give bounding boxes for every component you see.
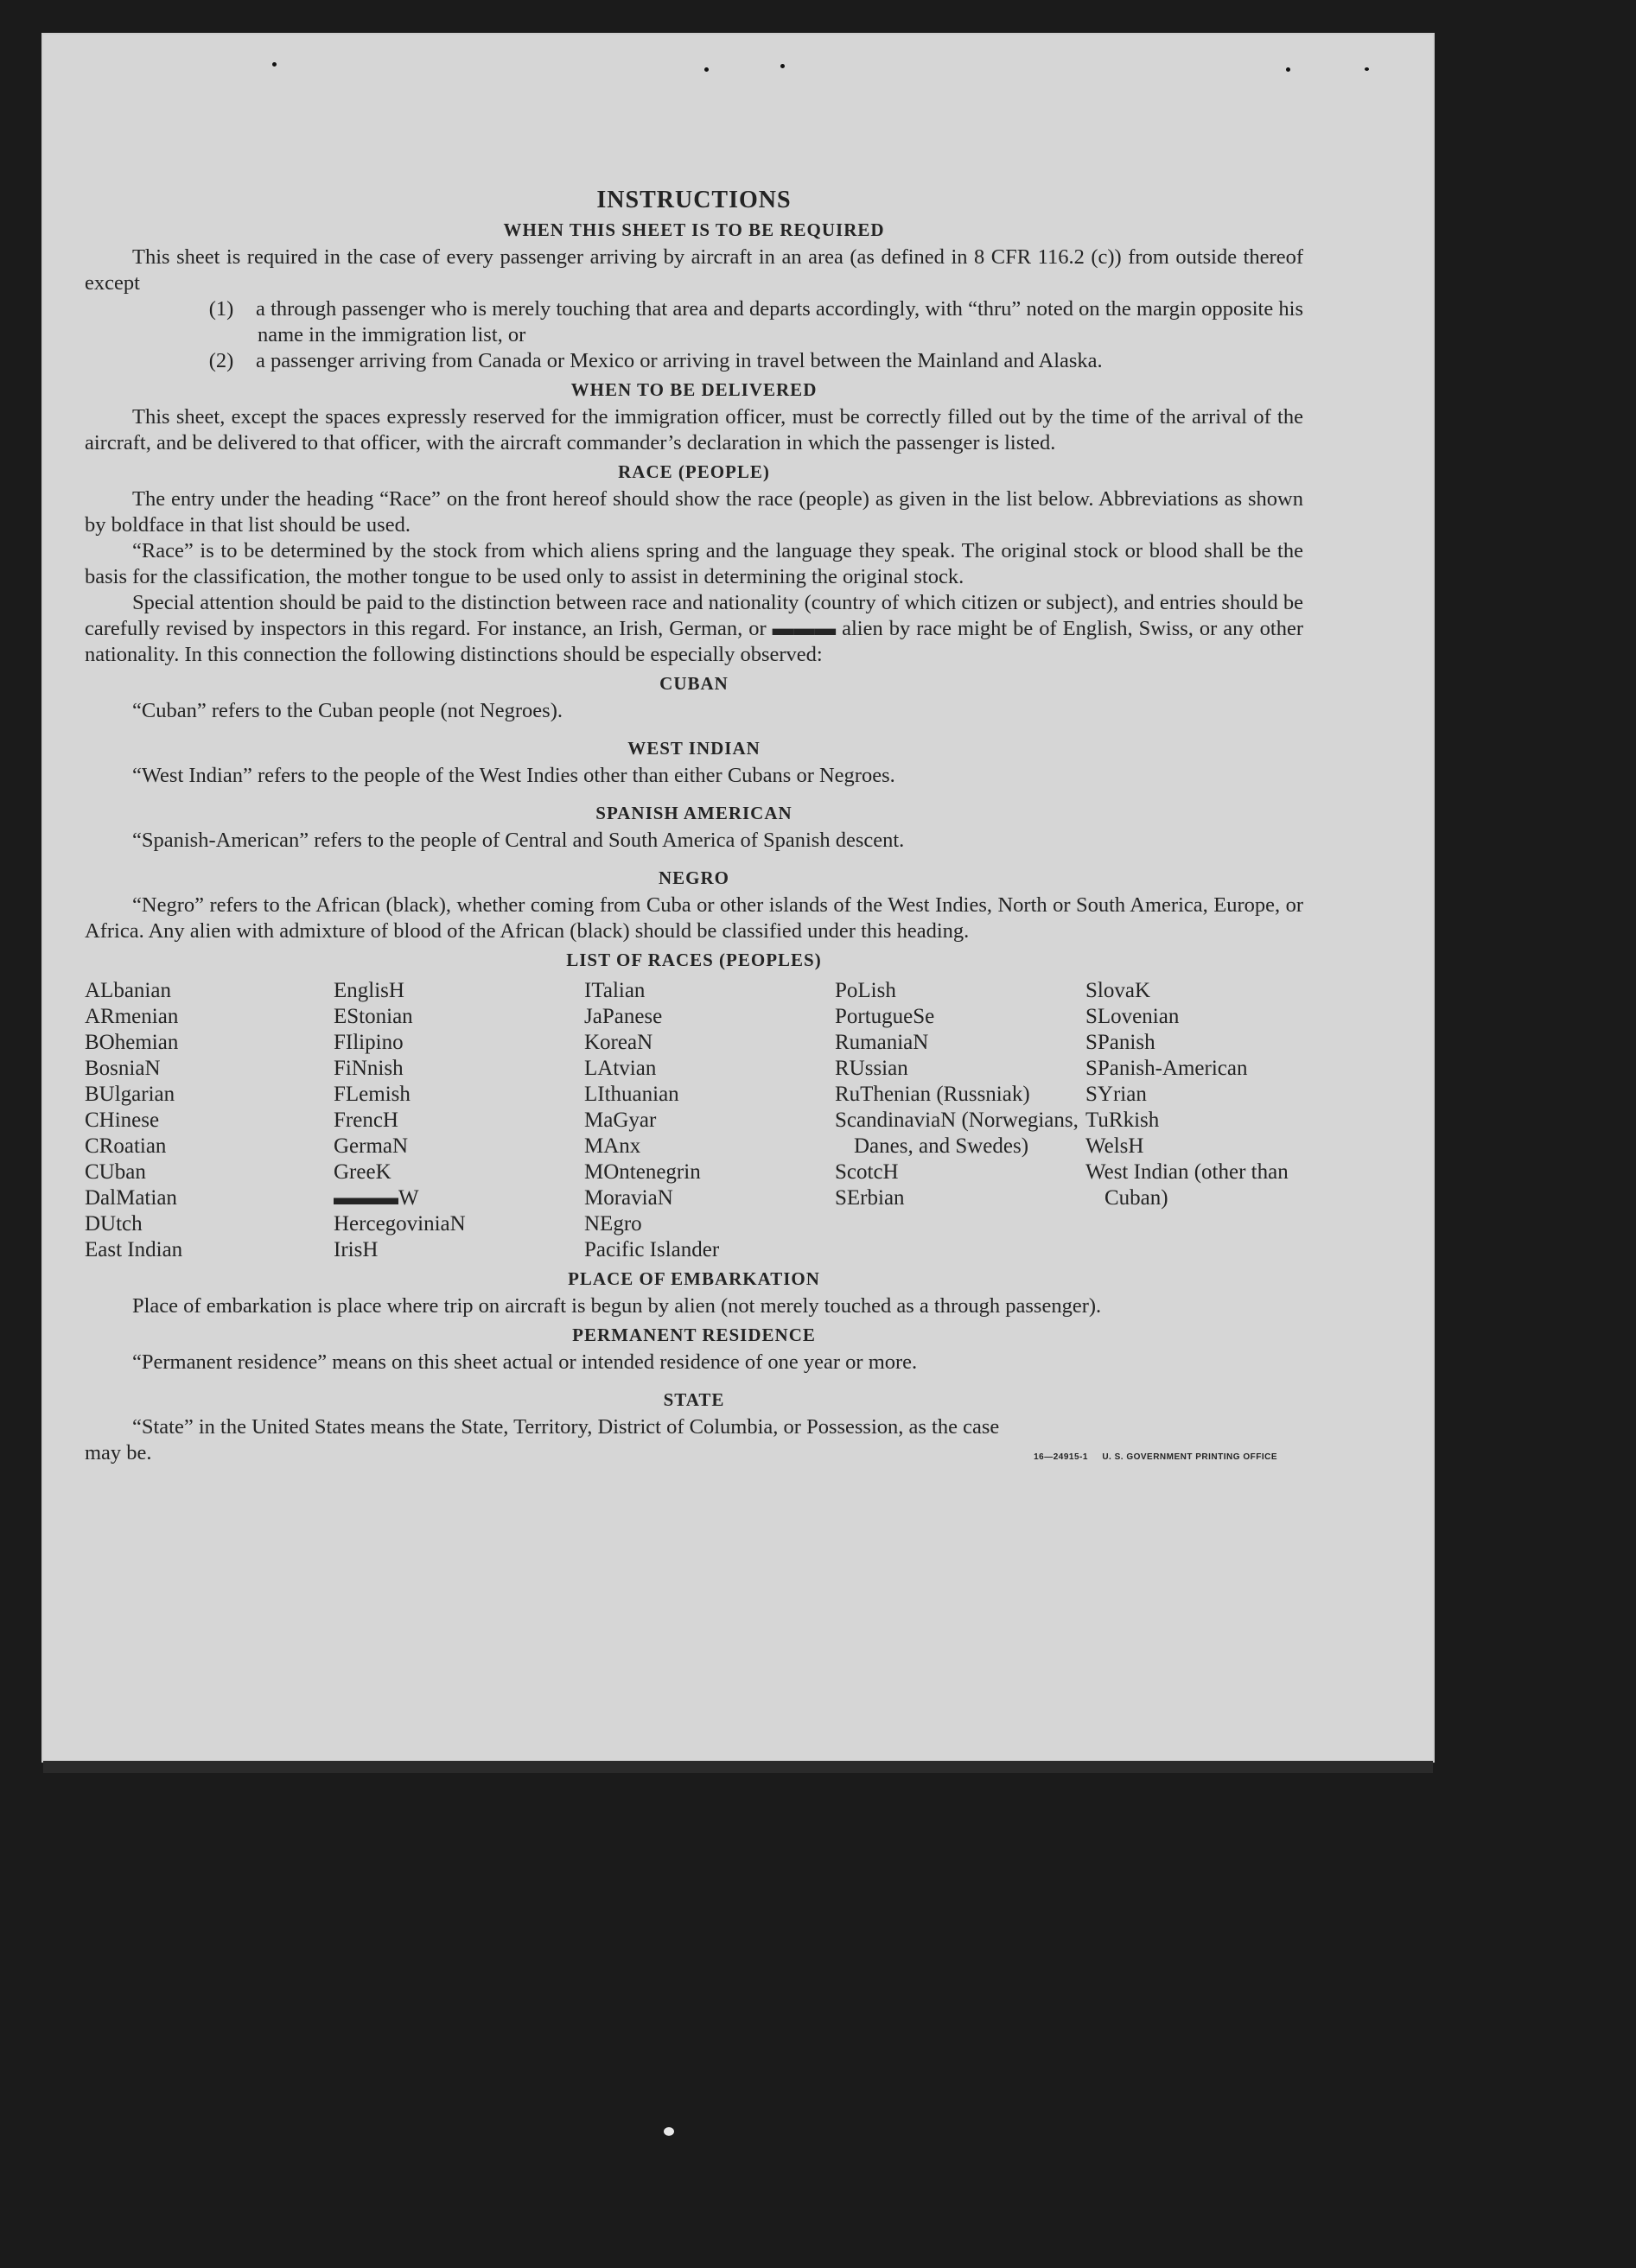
race-entry: RumaniaN [835,1031,929,1054]
race-entry: ScandinaviaN (Norwegians, Danes, and Swedes) [835,1109,1079,1158]
race-entry: MAnx [584,1134,641,1158]
required-item-1 [187,296,1303,348]
heading-spanish-american: SPANISH AMERICAN [595,803,793,823]
race-entry: FLemish [334,1083,411,1106]
race-entry: MaGyar [584,1109,657,1132]
race-entry: East Indian [85,1238,183,1261]
spanish-american-text: “Spanish-American” refers to the people of Central and South America of Spanish descent. [132,829,905,852]
item-number: (2) [208,349,234,372]
race-entry: ScotcH [835,1160,899,1184]
race-entry: Pacific Islander [584,1238,720,1261]
race-entry: SPanish [1085,1031,1155,1054]
race-entry: BUlgarian [85,1083,175,1106]
races-list [85,978,1303,1263]
required-item-2 [187,348,1303,374]
race-entry: SlovaK [1085,979,1150,1002]
race-entry: DUtch [85,1212,143,1236]
dust-speck [1365,67,1369,71]
race-entry: MoraviaN [584,1186,673,1210]
race-entry: HercegoviniaN [334,1212,466,1236]
heading-negro: NEGRO [658,867,729,888]
west-indian-text: “West Indian” refers to the people of the West Indies other than either Cubans or Negroes. [132,764,895,787]
dust-speck [780,64,785,68]
heading-race: RACE (PEOPLE) [618,461,770,482]
race-entry: CHinese [85,1109,160,1132]
race-entry: ALbanian [85,979,171,1002]
race-entry: RUssian [835,1057,908,1080]
race-entry: RuThenian (Russniak) [835,1083,1030,1106]
state-text-line-1: “State” in the United States means the State, Territory, District of Columbia, or Possession, as the case [132,1415,1000,1439]
race-paragraph-1: The entry under the heading “Race” on the front hereof should show the race (people) as given in the list below. Abbreviations as shown by boldface in that list should be used. [85,487,1303,537]
race-entry: WelsH [1085,1134,1144,1158]
negro-text: “Negro” refers to the African (black), whether coming from Cuba or other islands of the West Indies, North or South America, Europe, or Africa. Any alien with admixture of blood of the African (black) should be classified under this heading. [85,893,1303,943]
page-shadow [43,1761,1433,1773]
cuban-text: “Cuban” refers to the Cuban people (not Negroes). [132,699,563,722]
item-number: (1) [208,297,234,321]
heading-required: WHEN THIS SHEET IS TO BE REQUIRED [503,219,885,240]
dust-speck [1286,67,1290,72]
race-entry: ARmenian [85,1005,179,1028]
embarkation-text: Place of embarkation is place where trip on aircraft is begun by alien (not merely touched as a through passenger). [132,1294,1102,1318]
item-text: a through passenger who is merely touching that area and departs accordingly, with “thru” noted on the margin opposite his name in the immigration list, or [256,297,1303,346]
races-column-5 [1085,978,1345,1263]
races-column-4 [835,978,1085,1263]
document-title: INSTRUCTIONS [596,187,792,213]
form-number: 16—24915-1 [1034,1452,1088,1462]
race-entry: SErbian [835,1186,905,1210]
item-text: a passenger arriving from Canada or Mexico or arriving in travel between the Mainland and Alaska. [256,349,1103,372]
heading-delivered: WHEN TO BE DELIVERED [570,379,818,400]
race-entry: CUban [85,1160,146,1184]
heading-state: STATE [663,1389,725,1410]
race-entry: LIthuanian [584,1083,679,1106]
race-paragraph-3: Special attention should be paid to the distinction between race and nationality (country of which citizen or subject), and entries should be carefully revised by inspectors in this regard. For instance, an Irish, German, or ▬▬▬ alien by race might be of English, Swiss, or any other nationality. In this connection the following distinctions should be especially observed: [85,591,1303,666]
race-entry: FrencH [334,1109,398,1132]
race-entry: SYrian [1085,1083,1147,1106]
race-entry: GermaN [334,1134,409,1158]
race-entry: TuRkish [1085,1109,1160,1132]
race-entry: EnglisH [334,979,404,1002]
heading-west-indian: WEST INDIAN [627,738,761,759]
race-entry: FIlipino [334,1031,404,1054]
heading-embarkation: PLACE OF EMBARKATION [568,1268,820,1289]
race-entry: IrisH [334,1238,379,1261]
race-entry: CRoatian [85,1134,167,1158]
race-entry: KoreaN [584,1031,653,1054]
race-entry: PoLish [835,979,896,1002]
residence-text: “Permanent residence” means on this sheet actual or intended residence of one year or more. [132,1350,918,1374]
race-paragraph-2: “Race” is to be determined by the stock from which aliens spring and the language they speak. The original stock or blood shall be the basis for the classification, the mother tongue to be used only to assist in determining the original stock. [85,539,1303,588]
race-entry: PortugueSe [835,1005,935,1028]
race-entry: SLovenian [1085,1005,1180,1028]
race-entry: West Indian (other than Cuban) [1085,1160,1289,1210]
state-text-line-2: may be. [85,1441,152,1464]
race-entry: FiNnish [334,1057,404,1080]
heading-list-of-races: LIST OF RACES (PEOPLES) [566,950,822,970]
race-entry: DalMatian [85,1186,177,1210]
heading-residence: PERMANENT RESIDENCE [572,1325,816,1345]
printer-name: U. S. GOVERNMENT PRINTING OFFICE [1102,1452,1277,1462]
document-sheet [43,35,1433,1761]
dust-speck [272,62,277,67]
races-column-2 [334,978,584,1263]
dust-speck [664,2127,674,2136]
race-entry: ITalian [584,979,646,1002]
race-entry: SPanish-American [1085,1057,1248,1080]
race-entry: NEgro [584,1212,642,1236]
race-entry: BOhemian [85,1031,179,1054]
footer-line [85,1440,1303,1471]
required-intro: This sheet is required in the case of every passenger arriving by aircraft in an area (as defined in 8 CFR 116.2 (c)) from outside thereof except [85,245,1303,295]
race-entry: BosniaN [85,1057,161,1080]
race-entry-struck: ▬▬▬W [334,1186,419,1210]
heading-cuban: CUBAN [659,673,729,694]
race-entry: GreeK [334,1160,391,1184]
race-entry: EStonian [334,1005,413,1028]
race-entry: JaPanese [584,1005,663,1028]
races-column-1 [85,978,334,1263]
dust-speck [704,67,709,72]
race-entry: MOntenegrin [584,1160,701,1184]
race-entry: LAtvian [584,1057,657,1080]
delivered-text: This sheet, except the spaces expressly reserved for the immigration officer, must be correctly filled out by the time of the arrival of the aircraft, and be delivered to that officer, with the aircraft commander’s declaration in which the passenger is listed. [85,405,1303,454]
races-column-3 [584,978,835,1263]
printer-imprint [1034,1445,1277,1471]
